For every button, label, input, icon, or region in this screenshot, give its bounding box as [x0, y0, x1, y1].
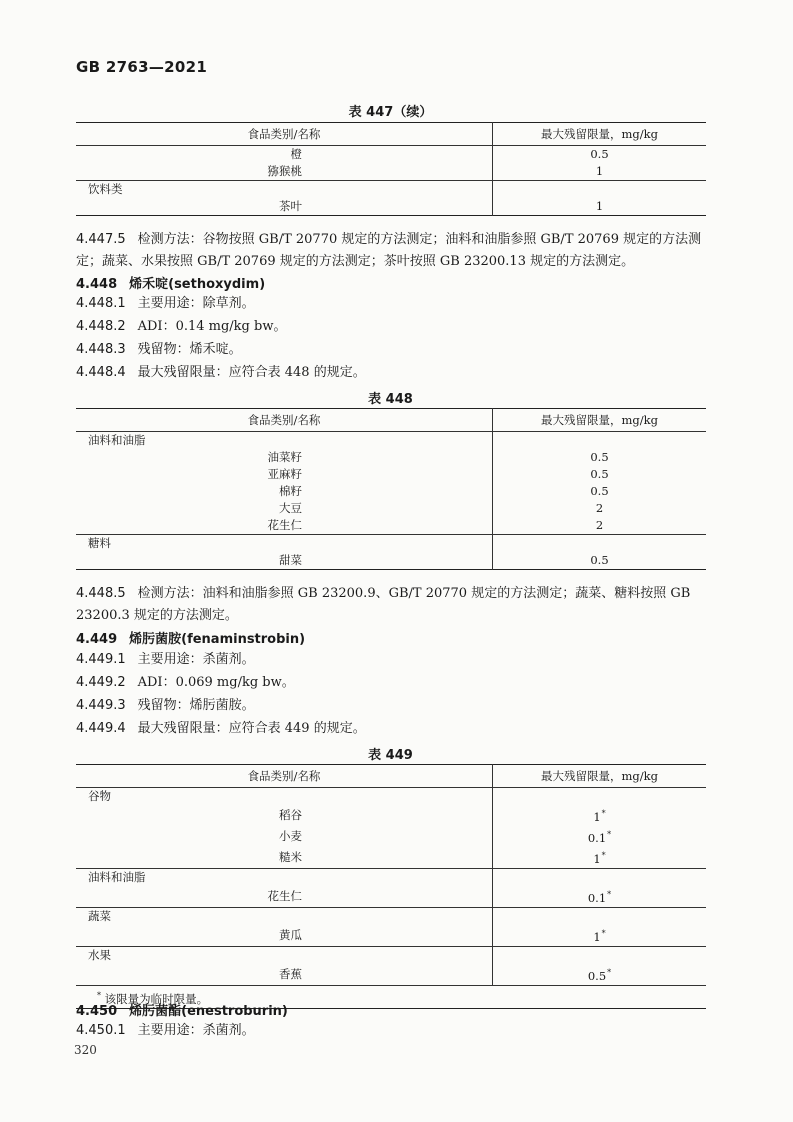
col-header-limit: 最大残留限量，mg/kg: [493, 123, 707, 146]
table-row: [76, 886, 706, 908]
food-name: 大豆: [279, 501, 302, 515]
food-name: 棉籽: [279, 484, 302, 498]
paragraph-4450-1: 4.450.1 主要用途：杀菌剂。: [76, 1023, 255, 1038]
limit-value: 0.5: [590, 484, 609, 498]
paragraph-4447-5: 4.447.5 检测方法：谷物按照 GB/T 20770 规定的方法测定；油料和油脂参照 GB/T 20769 规定的方法测定；蔬菜、水果按照 GB/T 20769 规定的方法测定；茶叶按照 GB 23200.13 规定的方法测定。: [76, 232, 702, 269]
col-header-food: 食品类别/名称: [76, 123, 493, 146]
limit-value: 2: [595, 501, 604, 515]
table-row: [76, 181, 706, 199]
table-row: [76, 535, 706, 553]
food-category: 油料和油脂: [76, 432, 493, 450]
paragraph-4448-2: 4.448.2 ADI：0.14 mg/kg bw。: [76, 319, 287, 334]
table-row: [76, 163, 706, 181]
standard-number: GB 2763—2021: [76, 58, 208, 76]
paragraph-4448-1: 4.448.1 主要用途：除草剂。: [76, 296, 255, 311]
table-448-caption: 表 448: [368, 392, 413, 407]
col-header-limit: 最大残留限量，mg/kg: [493, 409, 707, 432]
table-row: [76, 517, 706, 535]
table-row: [76, 805, 706, 826]
table-row: [76, 449, 706, 466]
limit-value: 0.5: [587, 969, 607, 983]
food-category: 水果: [76, 947, 493, 965]
temporary-mark: *: [607, 968, 612, 977]
limit-value: 0.5: [590, 467, 609, 481]
table-row: [76, 788, 706, 806]
temporary-mark: *: [607, 830, 612, 839]
paragraph-4448-5: 4.448.5 检测方法：油料和油脂参照 GB 23200.9、GB/T 20770 规定的方法测定；蔬菜、糖料按照 GB 23200.3 规定的方法测定。: [76, 586, 691, 623]
table-row: [76, 826, 706, 847]
limit-value: 0.1: [587, 891, 607, 905]
food-name: 茶叶: [279, 199, 302, 213]
food-name: 稻谷: [279, 808, 302, 822]
limit-value: 2: [595, 518, 604, 532]
table-row: [76, 908, 706, 926]
table-row: [76, 146, 706, 164]
food-name: 糙米: [279, 850, 302, 864]
limit-value: 0.1: [587, 831, 607, 845]
table-447: [76, 122, 706, 216]
table-row: [76, 198, 706, 216]
food-name: 猕猴桃: [267, 164, 302, 178]
table-row: [76, 552, 706, 570]
paragraph-4449-4: 4.449.4 最大残留限量：应符合表 449 的规定。: [76, 721, 366, 736]
paragraph-4448-4: 4.448.4 最大残留限量：应符合表 448 的规定。: [76, 365, 366, 380]
table-row: [76, 947, 706, 965]
food-name: 亚麻籽: [267, 467, 302, 481]
food-name: 花生仁: [267, 889, 302, 903]
table-row: [76, 869, 706, 887]
paragraph-4448-3: 4.448.3 残留物：烯禾啶。: [76, 342, 242, 357]
food-category: 蔬菜: [76, 908, 493, 926]
limit-value: 1: [593, 930, 601, 944]
temporary-mark: *: [601, 929, 606, 938]
limit-value: 1: [595, 199, 604, 213]
section-title-4448: 4.448 烯禾啶(sethoxydim): [76, 277, 266, 292]
food-name: 花生仁: [267, 518, 302, 532]
temporary-mark: *: [601, 809, 606, 818]
table-header-row: [76, 123, 706, 146]
limit-value: 0.5: [590, 553, 609, 567]
limit-value: 0.5: [590, 147, 609, 161]
col-header-food: 食品类别/名称: [76, 765, 493, 788]
col-header-limit: 最大残留限量，mg/kg: [493, 765, 707, 788]
food-category: 糖料: [76, 535, 493, 553]
food-name: 橙: [290, 147, 302, 161]
food-category: 油料和油脂: [76, 869, 493, 887]
table-449-caption: 表 449: [368, 748, 413, 763]
limit-value: 0.5: [590, 450, 609, 464]
table-row: [76, 432, 706, 450]
table-header-row: [76, 765, 706, 788]
table-row: [76, 925, 706, 947]
food-category: 饮料类: [76, 181, 493, 199]
table-footnote: 该限量为临时限量。: [104, 991, 209, 1006]
food-name: 香蕉: [279, 967, 302, 981]
section-title-4450: 4.450 烯肟菌酯(enestroburin): [76, 1004, 288, 1019]
food-name: 甜菜: [279, 553, 302, 567]
table-row: [76, 500, 706, 517]
table-row: [76, 466, 706, 483]
food-name: 黄瓜: [279, 928, 302, 942]
limit-value: 1: [595, 164, 604, 178]
limit-value: 1: [593, 852, 601, 866]
page-number: 320: [74, 1043, 97, 1057]
temporary-mark: *: [607, 890, 612, 899]
food-name: 油菜籽: [267, 450, 302, 464]
food-category: 谷物: [76, 788, 493, 806]
table-row: [76, 847, 706, 869]
table-449: [76, 764, 706, 1009]
temporary-mark: *: [601, 851, 606, 860]
paragraph-4449-3: 4.449.3 残留物：烯肟菌胺。: [76, 698, 255, 713]
food-name: 小麦: [279, 829, 302, 843]
table-row: [76, 964, 706, 986]
paragraph-4449-1: 4.449.1 主要用途：杀菌剂。: [76, 652, 255, 667]
footnote-mark: *: [97, 990, 101, 1000]
table-447-caption: 表 447（续）: [348, 105, 433, 120]
section-title-4449: 4.449 烯肟菌胺(fenaminstrobin): [76, 632, 306, 647]
table-448: [76, 408, 706, 570]
table-header-row: [76, 409, 706, 432]
limit-value: 1: [593, 810, 601, 824]
col-header-food: 食品类别/名称: [76, 409, 493, 432]
table-row: [76, 483, 706, 500]
paragraph-4449-2: 4.449.2 ADI：0.069 mg/kg bw。: [76, 675, 295, 690]
